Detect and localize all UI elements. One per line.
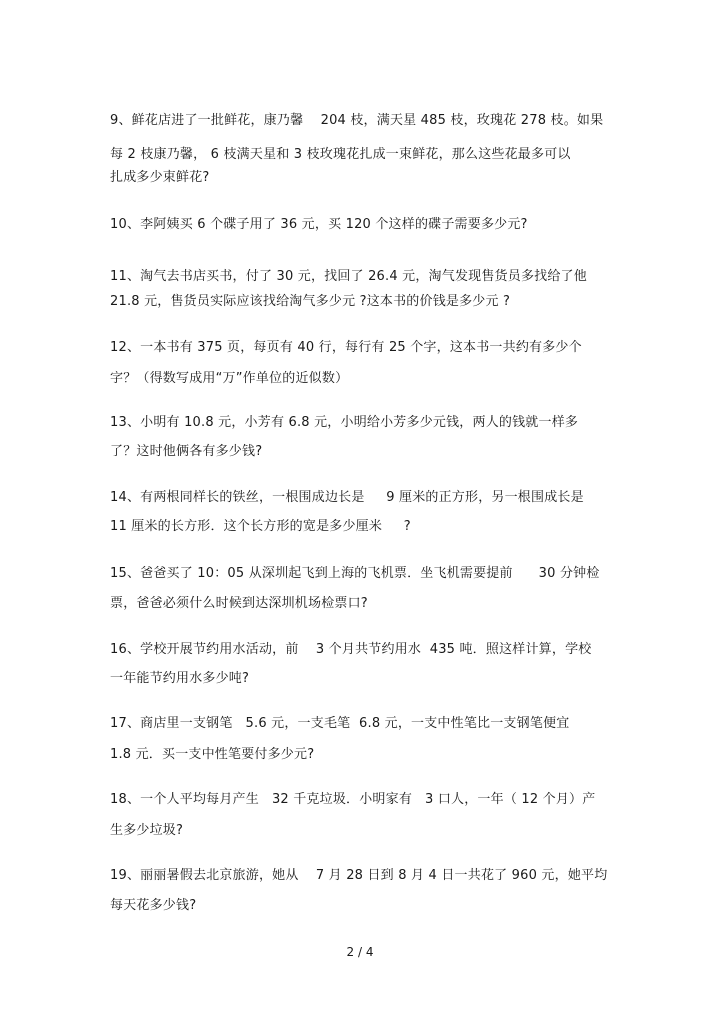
question-19-line-1: 19、丽丽暑假去北京旅游，她从 7 月 28 日到 8 月 4 日一共花了 960 元，她平均	[110, 868, 608, 883]
question-10-line-1: 10、李阿姨买 6 个碟子用了 36 元，买 120 个这样的碟子需要多少元?	[110, 217, 528, 232]
question-9-line-2: 每 2 枝康乃馨， 6 枝满天星和 3 枝玫瑰花扎成一束鲜花，那么这些花最多可以	[110, 147, 571, 162]
page-number: 2 / 4	[346, 945, 374, 959]
question-19-line-2: 每天花多少钱?	[110, 898, 197, 913]
question-12-line-1: 12、一本书有 375 页，每页有 40 行，每行有 25 个字，这本书一共约有多少个	[110, 340, 582, 355]
question-9-line-3: 扎成多少束鲜花?	[110, 170, 210, 185]
question-13-line-1: 13、小明有 10.8 元，小芳有 6.8 元，小明给小芳多少元钱，两人的钱就一样多	[110, 415, 579, 430]
question-14-line-1: 14、有两根同样长的铁丝，一根围成边长是 9 厘米的正方形，另一根围成长是	[110, 490, 584, 505]
question-17-line-2: 1.8 元．买一支中性笔要付多少元?	[110, 747, 315, 762]
question-18-line-2: 生多少垃圾?	[110, 823, 184, 838]
question-12-line-2: 字？（得数写成用“万”作单位的近似数）	[110, 371, 349, 386]
question-14-line-2: 11 厘米的长方形．这个长方形的宽是多少厘米 ?	[110, 519, 411, 534]
question-11-line-1: 11、淘气去书店买书，付了 30 元，找回了 26.4 元，淘气发现售货员多找给了他	[110, 269, 587, 284]
question-16-line-2: 一年能节约用水多少吨?	[110, 671, 250, 686]
question-13-line-2: 了？这时他俩各有多少钱?	[110, 444, 263, 459]
question-18-line-1: 18、一个人平均每月产生 32 千克垃圾．小明家有 3 口人，一年（ 12 个月）产	[110, 792, 596, 807]
question-15-line-1: 15、爸爸买了 10：05 从深圳起飞到上海的飞机票．坐飞机需要提前 30 分钟检	[110, 566, 600, 581]
question-17-line-1: 17、商店里一支钢笔 5.6 元，一支毛笔 6.8 元，一支中性笔比一支钢笔便宜	[110, 716, 570, 731]
question-16-line-1: 16、学校开展节约用水活动，前 3 个月共节约用水 435 吨．照这样计算，学校	[110, 642, 592, 657]
question-11-line-2: 21.8 元，售货员实际应该找给淘气多少元 ?这本书的价钱是多少元 ?	[110, 294, 511, 309]
question-9-line-1: 9、鲜花店进了一批鲜花，康乃馨 204 枝，满天星 485 枝，玫瑰花 278 枝。如果	[110, 113, 604, 128]
question-15-line-2: 票，爸爸必须什么时候到达深圳机场检票口?	[110, 596, 368, 611]
